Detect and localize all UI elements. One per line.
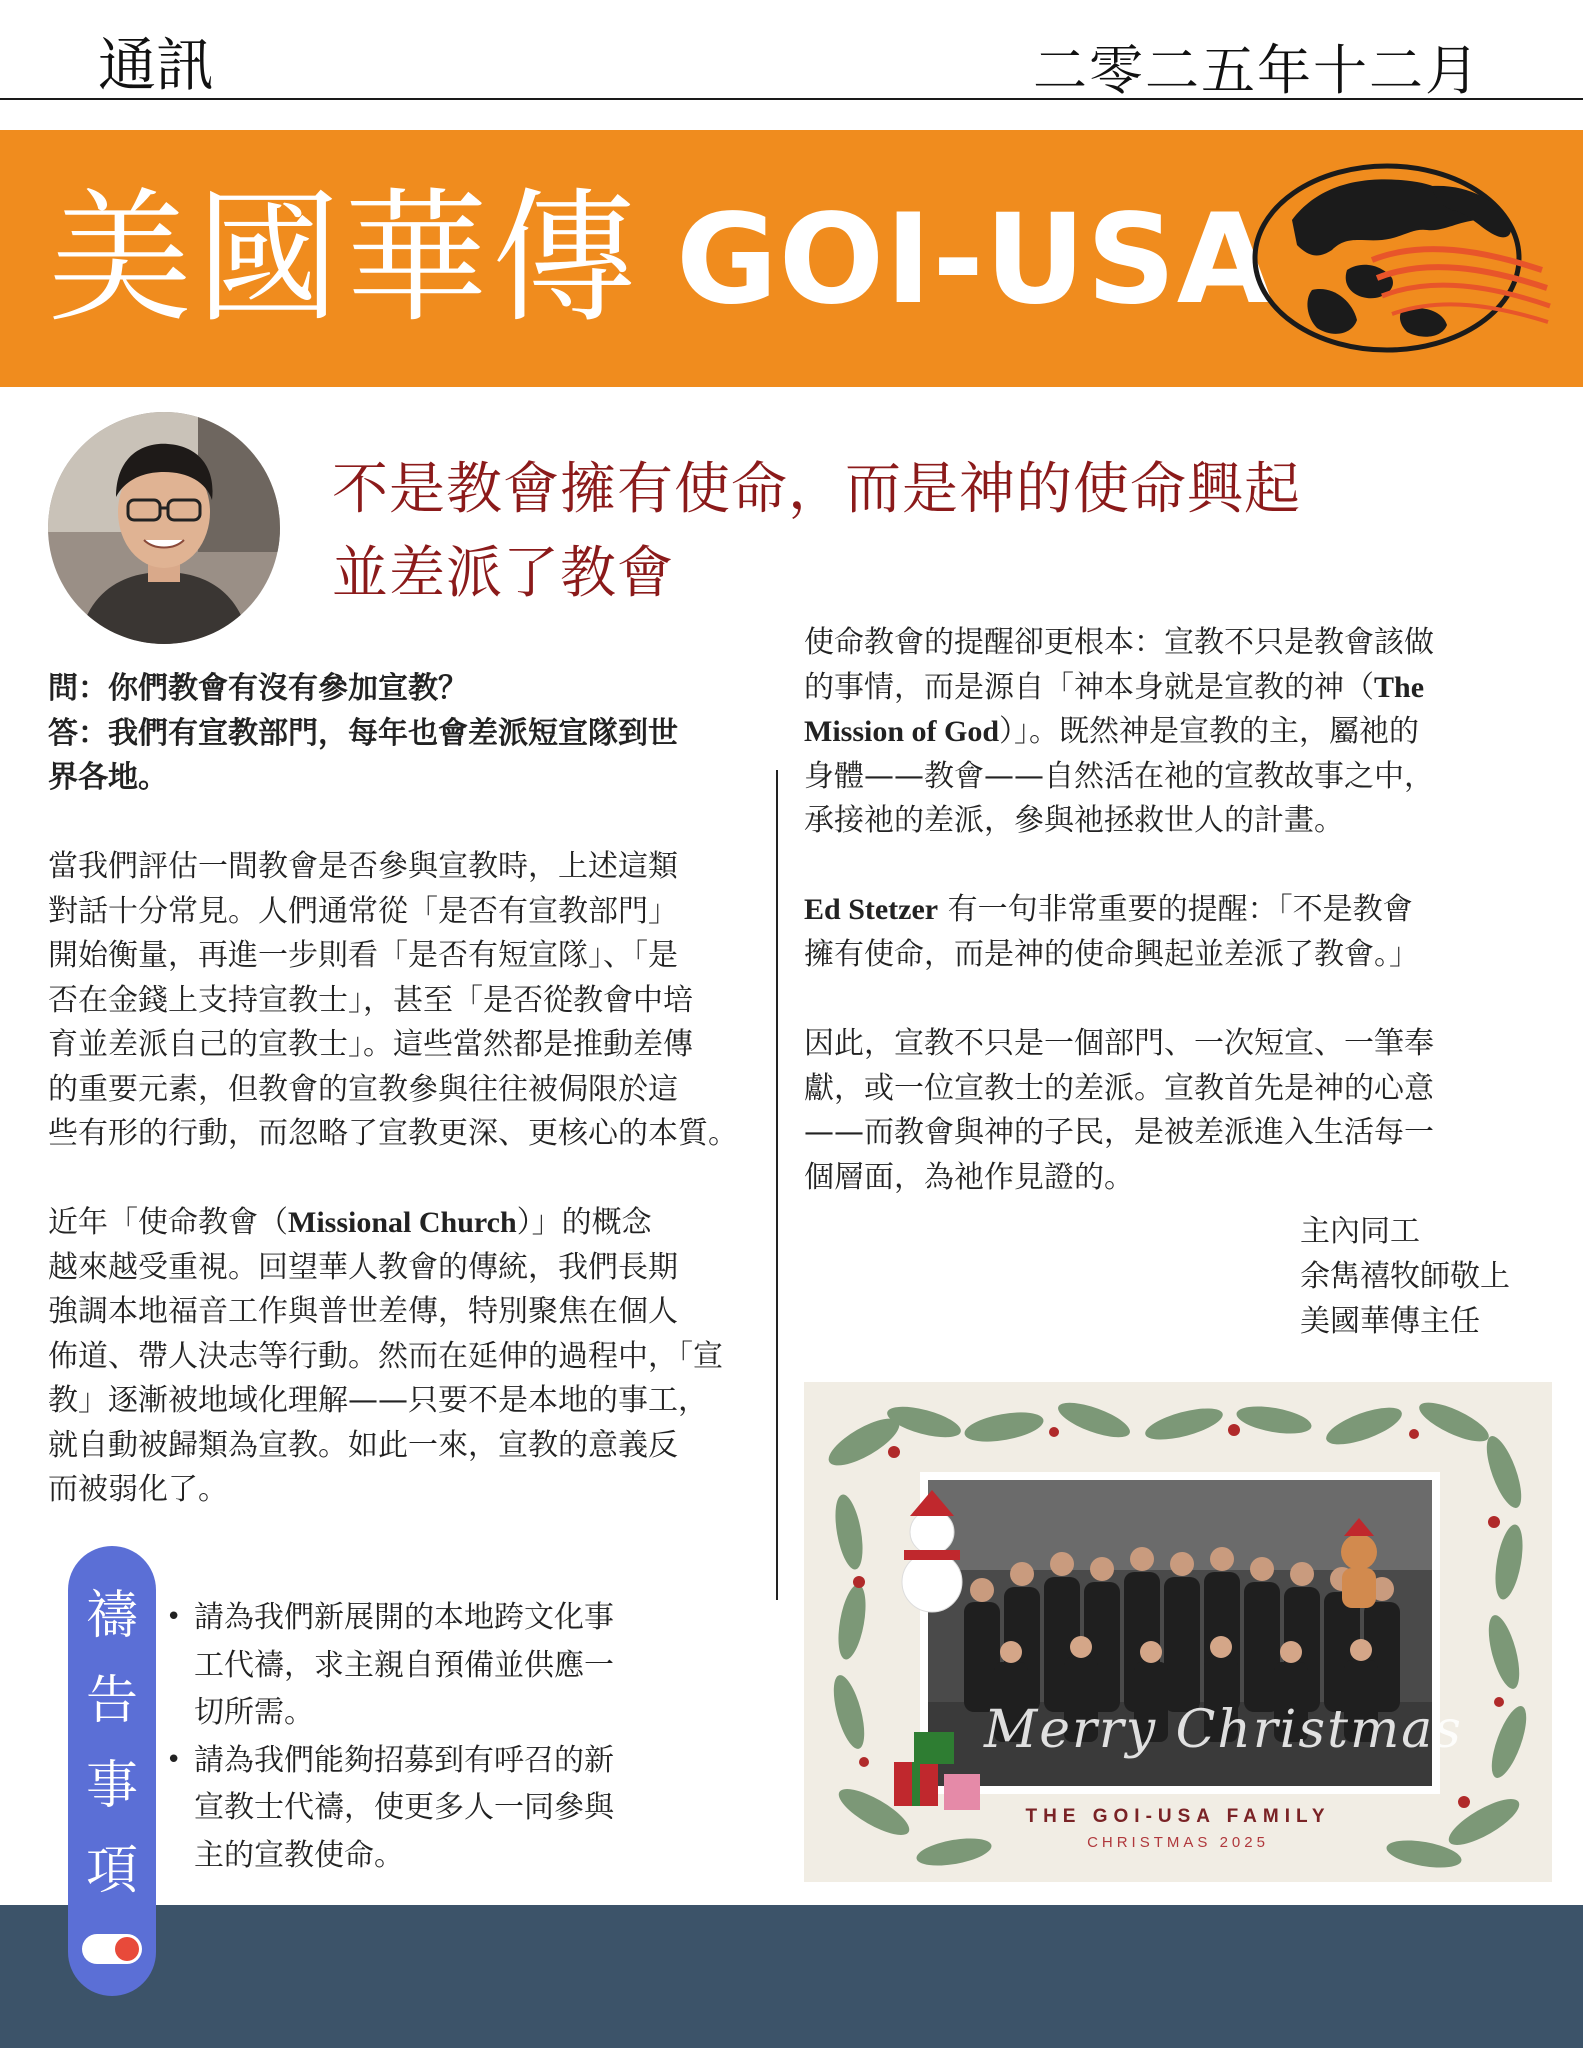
- text-line: 切所需。: [194, 1695, 314, 1730]
- headline-line-1: 不是教會擁有使命，而是神的使命興起: [332, 457, 1301, 522]
- prayer-item-1: [166, 1594, 686, 1737]
- text-line: 而被弱化了。: [48, 1472, 228, 1507]
- text-line: 主的宣教使命。: [194, 1837, 404, 1873]
- footer-band: [0, 1905, 1583, 2048]
- masthead-title-en: GOI-USA: [676, 188, 1274, 332]
- signoff-line-1: 主內同工: [1300, 1214, 1420, 1249]
- prayer-title-char: 項: [85, 1841, 138, 1901]
- text-line: [804, 888, 1534, 933]
- text-line: 開始衡量，再進一步則看「是否有短宣隊」、「是: [48, 938, 678, 973]
- text-line: [804, 666, 1534, 711]
- prayer-items-tab: [68, 1546, 156, 1996]
- author-portrait: [48, 412, 280, 644]
- text-line: [48, 1201, 778, 1246]
- issue-date: 二零二五年十二月: [1033, 39, 1481, 102]
- text-line: 宣教士代禱，使更多人一同參與: [194, 1790, 614, 1825]
- text-line: 佈道、帶人決志等行動。然而在延伸的過程中，「宣: [48, 1338, 723, 1374]
- text-span: ）」的概念: [516, 1205, 652, 1240]
- text-line: • 請為我們能夠招募到有呼召的新: [194, 1742, 614, 1778]
- text-line: 的重要元素，但教會的宣教參與往往被侷限於這: [48, 1071, 678, 1107]
- prayer-title-char: 禱: [85, 1586, 138, 1646]
- prayer-list: [166, 1594, 686, 1879]
- text-line: 強調本地福音工作與普世差傳，特別聚焦在個人: [48, 1294, 678, 1329]
- photo-caption-family: THE GOI-USA FAMILY: [1025, 1806, 1331, 1827]
- toggle-knob: [115, 1937, 139, 1961]
- prayer-item-2: [166, 1737, 686, 1880]
- text-line: 個層面，為祂作見證的。: [804, 1159, 1134, 1195]
- christmas-photo-card: [804, 1382, 1552, 1882]
- text-line: 因此，宣教不只是一個部門、一次短宣、一筆奉: [804, 1026, 1434, 1061]
- text-line: 教」逐漸被地域化理解——只要不是本地的事工，: [48, 1383, 708, 1418]
- text-line: • 請為我們新展開的本地跨文化事: [194, 1600, 614, 1635]
- toggle-icon: [82, 1934, 142, 1964]
- text-line: 當我們評估一間教會是否參與宣教時，上述這類: [48, 849, 678, 884]
- text-line: 對話十分常見。人們通常從「是否有宣教部門」: [48, 893, 678, 929]
- mission-of-god-term: The: [1374, 670, 1425, 704]
- text-line: 否在金錢上支持宣教士」，甚至「是否從教會中培: [48, 982, 693, 1018]
- text-line: 就自動被歸類為宣教。如此一來，宣教的意義反: [48, 1427, 678, 1463]
- mission-of-god-term: Mission of God: [804, 715, 1000, 748]
- masthead-title-zh: 美國華傳: [48, 174, 641, 342]
- right-paragraph-3: [804, 1022, 1534, 1200]
- text-line: 使命教會的提醒卻更根本：宣教不只是教會該做: [804, 625, 1434, 660]
- masthead-banner: [0, 130, 1583, 387]
- prayer-title-char: 事: [85, 1756, 138, 1816]
- signoff-line-2: 余雋禧牧師敬上: [1300, 1259, 1510, 1294]
- text-line: 身體——教會——自然活在祂的宣教故事之中，: [804, 758, 1434, 794]
- question-line: 問：你們教會有沒有參加宣教？: [48, 671, 468, 706]
- article-headline: [332, 448, 1432, 616]
- headline-line-2: 並差派了教會: [332, 541, 674, 606]
- right-paragraph-2: [804, 888, 1534, 977]
- text-span: ）」。既然神是宣教的主，屬祂的: [999, 714, 1420, 749]
- globe-logo-icon: [1252, 160, 1552, 356]
- text-line: 擁有使命，而是神的使命興起並差派了教會。」: [804, 936, 1419, 972]
- photo-caption-year: CHRISTMAS 2025: [1087, 1834, 1269, 1851]
- merry-christmas-script: Merry Christmas: [984, 1700, 1463, 1760]
- signoff-line-3: 美國華傳主任: [1300, 1304, 1480, 1339]
- text-line: 工代禱，求主親自預備並供應一: [194, 1647, 614, 1683]
- newsletter-header: [0, 0, 1583, 100]
- text-line: 承接祂的差派，參與祂拯救世人的計畫。: [804, 803, 1344, 838]
- text-span: 有一句非常重要的提醒：「不是教會: [938, 892, 1413, 927]
- text-span: 近年「使命教會（: [48, 1205, 288, 1240]
- text-span: 的事情，而是源自「神本身就是宣教的神（: [804, 669, 1374, 705]
- answer-line-2: 界各地。: [48, 760, 168, 795]
- text-line: 獻，或一位宣教士的差派。宣教首先是神的心意: [804, 1070, 1434, 1106]
- signoff: [1300, 1209, 1510, 1344]
- answer-line-1: 答：我們有宣教部門，每年也會差派短宣隊到世: [48, 715, 678, 751]
- text-line: [804, 710, 1534, 755]
- left-paragraph-1: [48, 845, 778, 1157]
- left-paragraph-2: [48, 1201, 778, 1513]
- right-paragraph-1: [804, 621, 1534, 844]
- text-line: 越來越受重視。回望華人教會的傳統，我們長期: [48, 1249, 678, 1285]
- qa-block: [48, 667, 768, 801]
- text-line: 些有形的行動，而忽略了宣教更深、更核心的本質。: [48, 1116, 738, 1151]
- missional-church-term: Missional Church: [288, 1206, 517, 1239]
- prayer-title-char: 告: [85, 1671, 138, 1731]
- prayer-items-title: [68, 1574, 156, 1914]
- text-line: ——而教會與神的子民，是被差派進入生活每一: [804, 1115, 1434, 1150]
- text-line: 育並差派自己的宣教士」。這些當然都是推動差傳: [48, 1027, 693, 1062]
- newsletter-label: 通訊: [98, 31, 215, 99]
- ed-stetzer-name: Ed Stetzer: [804, 893, 939, 926]
